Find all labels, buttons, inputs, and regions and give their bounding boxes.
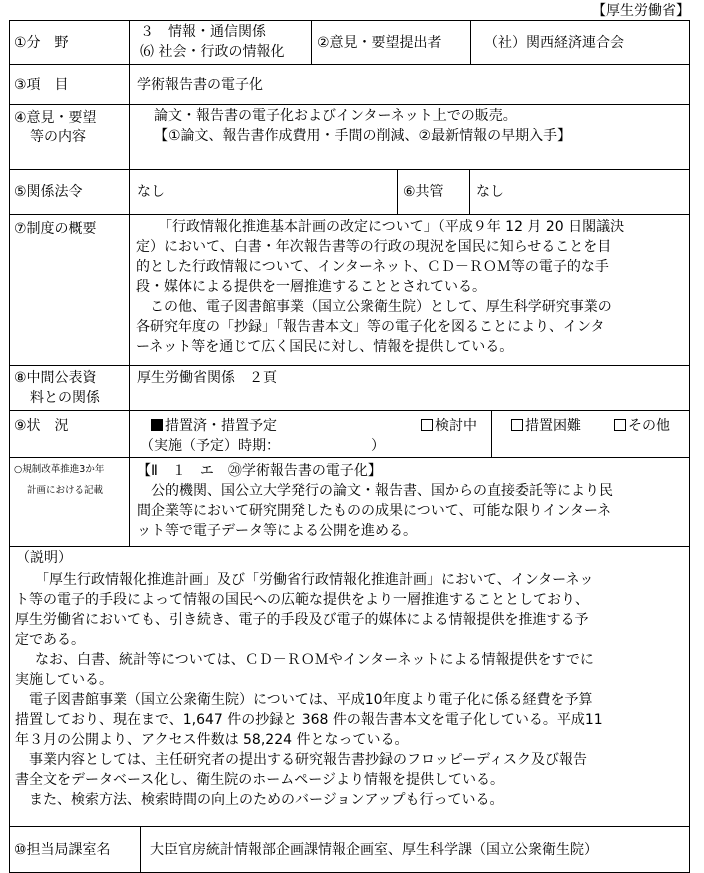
status-schedule: （実施（予定）時期： ） [140, 438, 385, 454]
overview-label: ⑦制度の概要 [14, 221, 97, 237]
joint-label: ⑥共管 [403, 184, 444, 200]
request-label-2: 等の内容 [30, 129, 86, 145]
checkbox-icon [614, 419, 626, 431]
laws-value: なし [137, 184, 165, 200]
explanation-line: 電子図書館事業（国立公衆衛生院）については、平成10年度より電子化に係る経費を予算 [29, 692, 593, 708]
explanation-line: 実施している。 [15, 672, 113, 688]
checkbox-checked-icon [151, 419, 163, 431]
overview-line: 的とした行政情報について、インターネット、ＣＤ－ＲＯＭ等の電子的な手 [136, 259, 609, 275]
interim-value: 厚生労働省関係 ２頁 [137, 370, 277, 386]
checkbox-icon [511, 419, 523, 431]
plan-line: 公的機関、国公立大学発行の論文・報告書、国からの直接委託等により民 [151, 483, 613, 499]
status-other-label: その他 [628, 418, 670, 434]
interim-label-1: ⑧中間公表資 [14, 370, 97, 386]
bureau-label: ⑩担当局課室名 [14, 842, 111, 858]
interim-label-2: 料との関係 [30, 390, 100, 406]
overview-line: 「行政情報化推進基本計画の改定について」（平成９年 12 月 20 日閣議決 [158, 219, 625, 235]
explanation-line: 「厚生行政情報化推進計画」及び「労働省行政情報化推進計画」において、インターネッ [35, 572, 594, 588]
checkbox-icon [421, 419, 433, 431]
explanation-text [15, 570, 687, 810]
field-value-1: ３ 情報・通信関係 [140, 24, 266, 40]
overview-line: この他、電子図書館事業（国立公衆衛生院）として、厚生科学研究事業の [150, 299, 612, 315]
bureau-value: 大臣官房統計情報部企画課情報企画室、厚生科学課（国立公衆衛生院） [150, 842, 598, 858]
item-value: 学術報告書の電子化 [137, 77, 263, 93]
request-line-1: 論文・報告書の電子化およびインターネット上での販売。 [154, 108, 517, 124]
ministry-label: 【厚生労働省】 [592, 3, 690, 19]
item-label: ③項 目 [14, 77, 69, 93]
plan-label-2: 計画における記載 [27, 485, 104, 496]
explanation-line: なお、白書、統計等については、ＣＤ－ＲＯＭやインターネットによる情報提供をすでに [35, 652, 594, 668]
explanation-line: また、検索方法、検索時間の向上のためのバージョンアップも行っている。 [29, 792, 504, 808]
status-reviewing [421, 416, 477, 436]
laws-label: ⑤関係法令 [14, 184, 83, 200]
plan-label-1: ○規制改革推進3か年 [14, 464, 105, 475]
overview-text [136, 217, 686, 357]
status-done [151, 416, 277, 436]
explanation-line: 定である。 [15, 632, 85, 648]
request-line-2: 【①論文、報告書作成費用・手間の削減、②最新情報の早期入手】 [154, 128, 572, 144]
plan-line: ット等で電子データ等による公開を進める。 [137, 523, 417, 539]
plan-text [137, 461, 687, 541]
explanation-line: 措置しており、現在まで、1,647 件の抄録と 368 件の報告書本文を電子化している。平成11 [15, 712, 603, 728]
plan-line: 間企業等において研究開発したものの成果について、可能な限りインターネ [137, 503, 612, 519]
plan-line: 【Ⅱ １ エ ⑳学術報告書の電子化】 [137, 463, 382, 479]
status-label: ⑨状 況 [14, 418, 69, 434]
explanation-line: 年３月の公開より、アクセス件数は 58,224 件となっている。 [15, 732, 409, 748]
explanation-line: 書全文をデータベース化し、衛生院のホームページより情報を提供している。 [15, 772, 505, 788]
overview-line: 定）において、白書・年次報告書等の行政の現況を国民に知らせることを目 [136, 239, 612, 255]
status-reviewing-label: 検討中 [435, 418, 477, 434]
submitter-label: ②意見・要望提出者 [317, 35, 442, 51]
overview-line: 各研究年度の「抄録」「報告書本文」等の電子化を図ることにより、インタ [136, 319, 605, 335]
submitter-value: （社）関西経済連合会 [484, 35, 624, 51]
explanation-line: 厚生労働省においても、引き続き、電子的手段及び電子的媒体による情報提供を推進する予 [15, 612, 589, 628]
status-difficult [511, 416, 581, 436]
status-done-label: 措置済・措置予定 [165, 418, 277, 434]
explanation-line: ト等の電子的手段によって情報の国民への広範な提供をより一層推進することとしており、 [15, 592, 589, 608]
status-difficult-label: 措置困難 [525, 418, 581, 434]
request-label-1: ④意見・要望 [14, 110, 97, 126]
field-label: ①分 野 [14, 35, 69, 51]
field-value-2: ⑹ 社会・行政の情報化 [140, 44, 285, 60]
explanation-line: 事業内容としては、主任研究者の提出する研究報告書抄録のフロッピーディスク及び報告 [29, 752, 588, 768]
explanation-heading: （説明） [16, 550, 72, 566]
status-other [614, 416, 670, 436]
overview-line: 段・媒体による提供を一層推進することとされている。 [136, 279, 486, 295]
overview-line: ーネット等を通じて広く国民に対し、情報を提供している。 [136, 339, 514, 355]
joint-value: なし [476, 184, 504, 200]
